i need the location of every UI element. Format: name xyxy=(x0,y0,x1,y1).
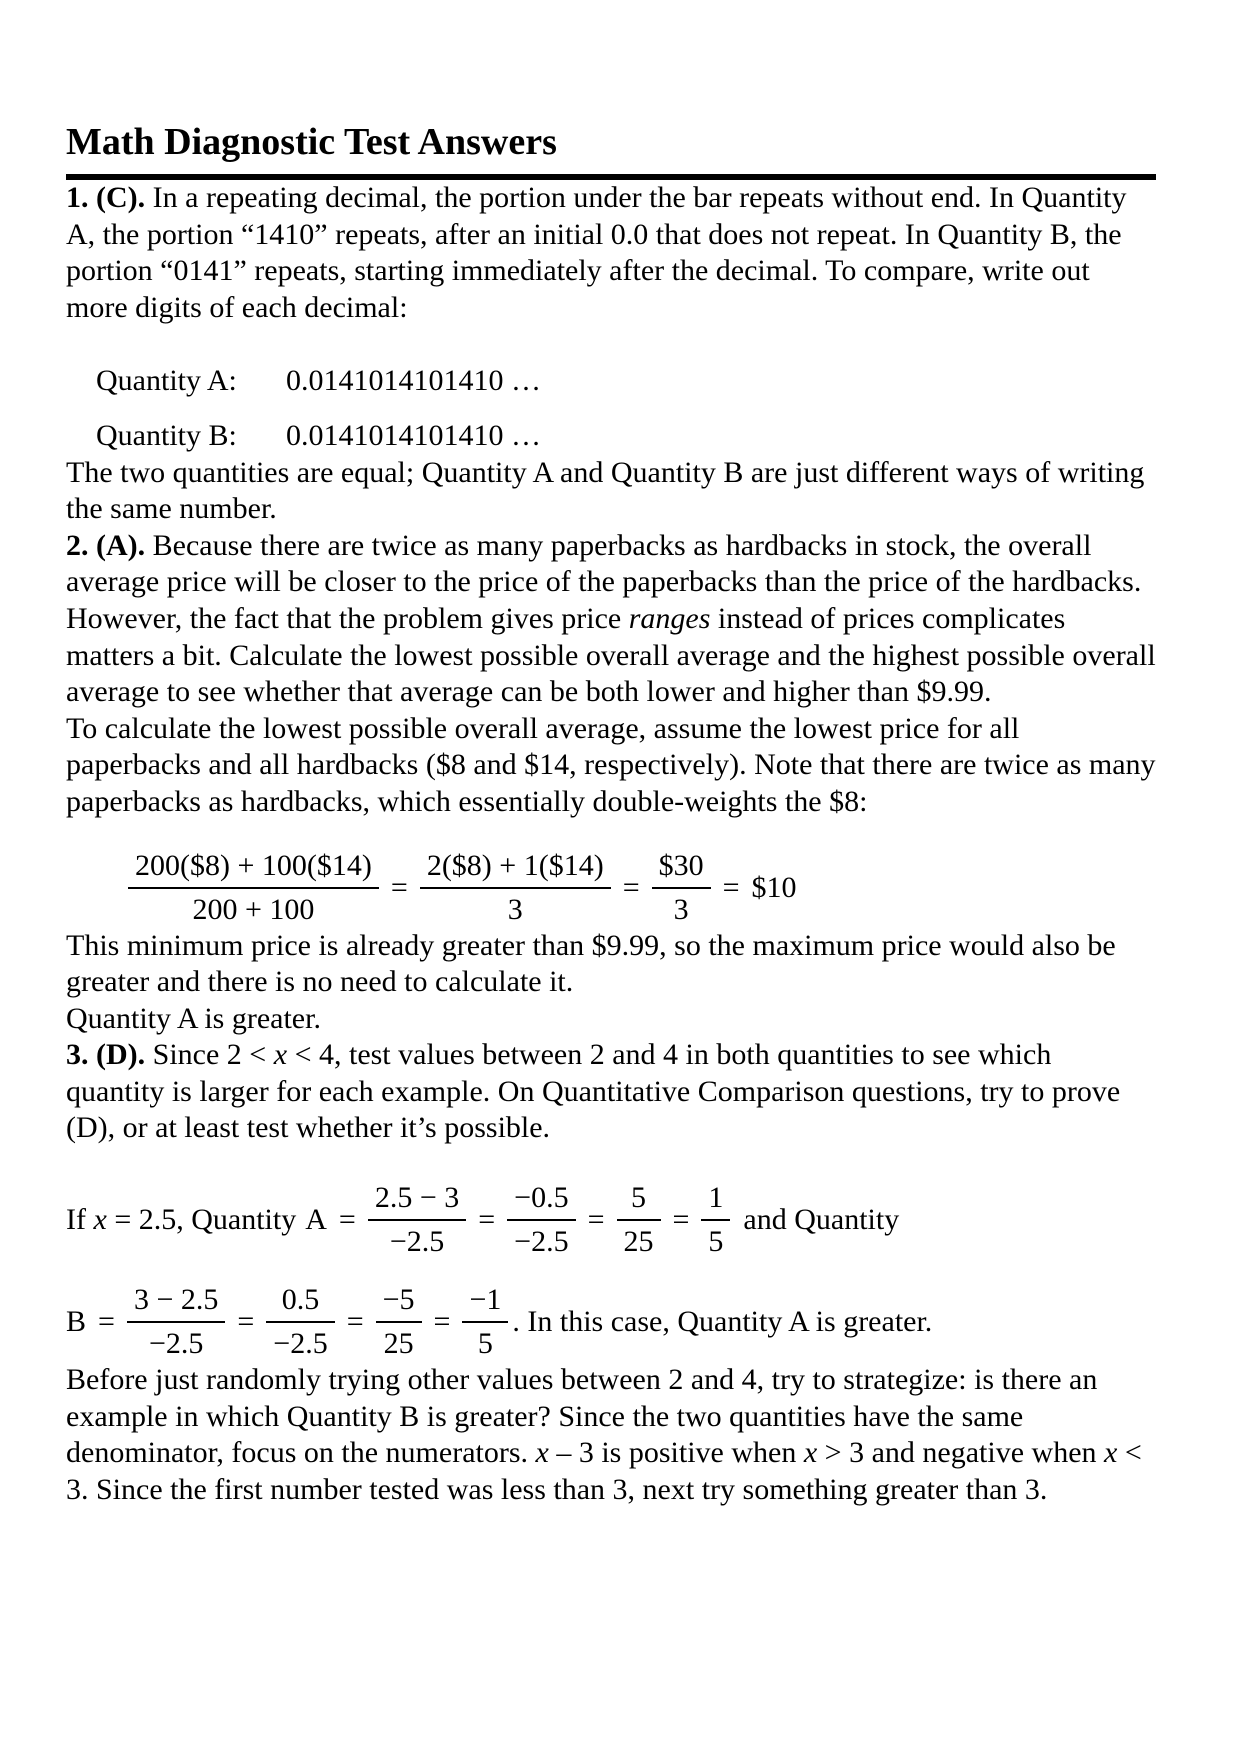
answer-1-paragraph xyxy=(66,180,1156,326)
variable-b: B xyxy=(66,1305,87,1339)
strategy-text-3: > 3 and negative when xyxy=(817,1436,1105,1470)
quantity-b-value: 0.0141014101410 … xyxy=(286,418,541,452)
fraction-denominator: 5 xyxy=(477,1327,493,1361)
equals-sign: = xyxy=(478,1203,496,1237)
equals-sign: = xyxy=(672,1203,690,1237)
answer-2-italic-ranges: ranges xyxy=(628,601,711,635)
fraction-denominator: −2.5 xyxy=(389,1225,445,1259)
quantity-a-equation-row xyxy=(66,1180,1156,1260)
fraction-denominator: 3 xyxy=(673,892,689,926)
fraction xyxy=(507,1180,575,1260)
strategy-variable-x: x xyxy=(1104,1436,1118,1470)
fraction-denominator: −2.5 xyxy=(148,1327,204,1361)
fraction-numerator: 3 − 2.5 xyxy=(127,1282,225,1323)
fraction-numerator: −0.5 xyxy=(507,1180,575,1221)
fraction xyxy=(462,1282,508,1362)
equals-sign: = xyxy=(98,1305,115,1339)
equals-sign: = xyxy=(433,1305,451,1339)
lead-text: If xyxy=(66,1203,94,1237)
answer-3-label: 3. (D). xyxy=(66,1038,146,1072)
fraction-numerator: 5 xyxy=(617,1180,661,1221)
quantity-b-label: Quantity B: xyxy=(96,418,237,452)
fraction-numerator: 200($8) + 100($14) xyxy=(128,848,379,889)
strategy-variable-x: x xyxy=(803,1436,818,1470)
strategy-text-4: < 3. Since the first number tested was less than 3, next try something greater than 3. xyxy=(66,1436,1142,1506)
fraction-numerator: $30 xyxy=(652,848,711,889)
fraction-thirty-over-three xyxy=(652,848,711,928)
fraction xyxy=(127,1282,225,1362)
strategy-text-2: – 3 is positive when xyxy=(548,1436,804,1470)
fraction-reduced-sum xyxy=(420,848,611,928)
equals-sign: = xyxy=(722,870,740,904)
answer-1-text: In a repeating decimal, the portion under the bar repeats without end. In Quantity A, the portion “1410” repeats, after an initial 0.0 that does not repeat. In Quantity B, the portion “0141” repeats, starting immediately after the decimal. To compare, write out more digits of each decimal: xyxy=(66,181,1127,324)
variable-x: x xyxy=(93,1203,107,1237)
fraction-denominator: 25 xyxy=(383,1327,414,1361)
answer-2-text-2: instead of prices complicates matters a bit. Calculate the lowest possible overall average and the highest possible overall average to see whether that average can be both lower and higher than $9.99. xyxy=(66,601,1156,709)
lead-text: = 2.5, Quantity xyxy=(106,1203,297,1237)
fraction-denominator: 25 xyxy=(623,1225,654,1259)
fraction-numerator: −5 xyxy=(376,1282,422,1323)
equals-sign: = xyxy=(346,1305,364,1339)
fraction-numerator: 1 xyxy=(701,1180,730,1221)
variable-a: A xyxy=(305,1203,327,1237)
equals-sign: = xyxy=(587,1203,605,1237)
fraction xyxy=(376,1282,422,1362)
page-title: Math Diagnostic Test Answers xyxy=(66,0,1156,180)
equals-sign: = xyxy=(390,870,408,904)
quantity-a-value: 0.0141014101410 … xyxy=(286,364,541,398)
equals-sign: = xyxy=(237,1305,255,1339)
answer-2-paragraph xyxy=(66,528,1156,711)
fraction-denominator: −2.5 xyxy=(273,1327,328,1361)
fraction-denominator: −2.5 xyxy=(514,1225,569,1259)
calculation-setup-paragraph: To calculate the lowest possible overall average, assume the lowest price for all paperbacks and all hardbacks ($8 and $14, respectively). Note that there are twice as many paperbacks as hardbacks, which essentially double-weights the $8: xyxy=(66,711,1156,818)
quantity-a-row xyxy=(66,363,1156,400)
answer-3-text-1: Since 2 < xyxy=(145,1038,274,1072)
fraction xyxy=(368,1180,466,1260)
minimum-price-paragraph: This minimum price is already greater than $9.99, so the maximum price would also be greater and there is no need to calculate it. xyxy=(66,928,1116,999)
strategy-variable-x: x xyxy=(535,1436,549,1470)
answer-2-text-1: Because there are twice as many paperbacks as hardbacks in stock, the overall average price will be closer to the price of the paperbacks than the price of the hardbacks. However, the fact that the problem gives price xyxy=(66,528,1142,635)
quantity-a-equation-lead xyxy=(66,1202,296,1238)
strategy-text-1: Before just randomly trying other values between 2 and 4, try to strategize: is there an example in which Quantity B is greater? Since the two quantities have the same denominator, focus on the numerators. xyxy=(66,1363,1098,1470)
fraction-numerator: −1 xyxy=(462,1282,508,1323)
document-content xyxy=(66,0,1156,1508)
fraction xyxy=(701,1180,730,1260)
answer-2-label: 2. (A). xyxy=(66,528,146,562)
answer-3-variable-x: x xyxy=(273,1038,288,1072)
average-price-equation xyxy=(128,848,1156,928)
strategy-paragraph xyxy=(66,1362,1156,1508)
answer-3-paragraph xyxy=(66,1037,1156,1147)
quantities-equal-paragraph: The two quantities are equal; Quantity A and Quantity B are just different ways of writing the same number. xyxy=(66,455,1145,526)
fraction-denominator: 3 xyxy=(507,892,523,926)
fraction-denominator: 5 xyxy=(708,1225,724,1259)
fraction-numerator: 0.5 xyxy=(266,1282,334,1323)
equals-sign: = xyxy=(338,1203,356,1237)
fraction-numerator: 2.5 − 3 xyxy=(368,1180,466,1221)
fraction-denominator: 200 + 100 xyxy=(192,892,315,926)
answer-3-text-2: < 4, test values between 2 and 4 in both quantities to see which quantity is larger for each example. On Quantitative Comparison questions, try to prove (D), or at least test whether it’s possible. xyxy=(66,1038,1121,1145)
quantity-b-row xyxy=(66,418,1156,455)
answer-1-label: 1. (C). xyxy=(66,181,146,214)
fraction xyxy=(617,1180,661,1260)
quantity-a-equation-tail: and Quantity xyxy=(743,1203,900,1237)
equals-sign: = xyxy=(622,870,640,904)
quantity-b-equation-tail: . In this case, Quantity A is greater. xyxy=(512,1305,933,1339)
quantity-a-label: Quantity A: xyxy=(96,364,237,398)
fraction xyxy=(266,1282,334,1362)
quantity-a-greater-paragraph: Quantity A is greater. xyxy=(66,1001,321,1035)
fraction-numerator: 2($8) + 1($14) xyxy=(420,848,611,889)
quantity-b-equation-row xyxy=(66,1282,1156,1362)
quantity-comparison-block xyxy=(66,363,1156,454)
fraction-weighted-sum xyxy=(128,848,379,928)
equation-result: $10 xyxy=(751,870,797,904)
